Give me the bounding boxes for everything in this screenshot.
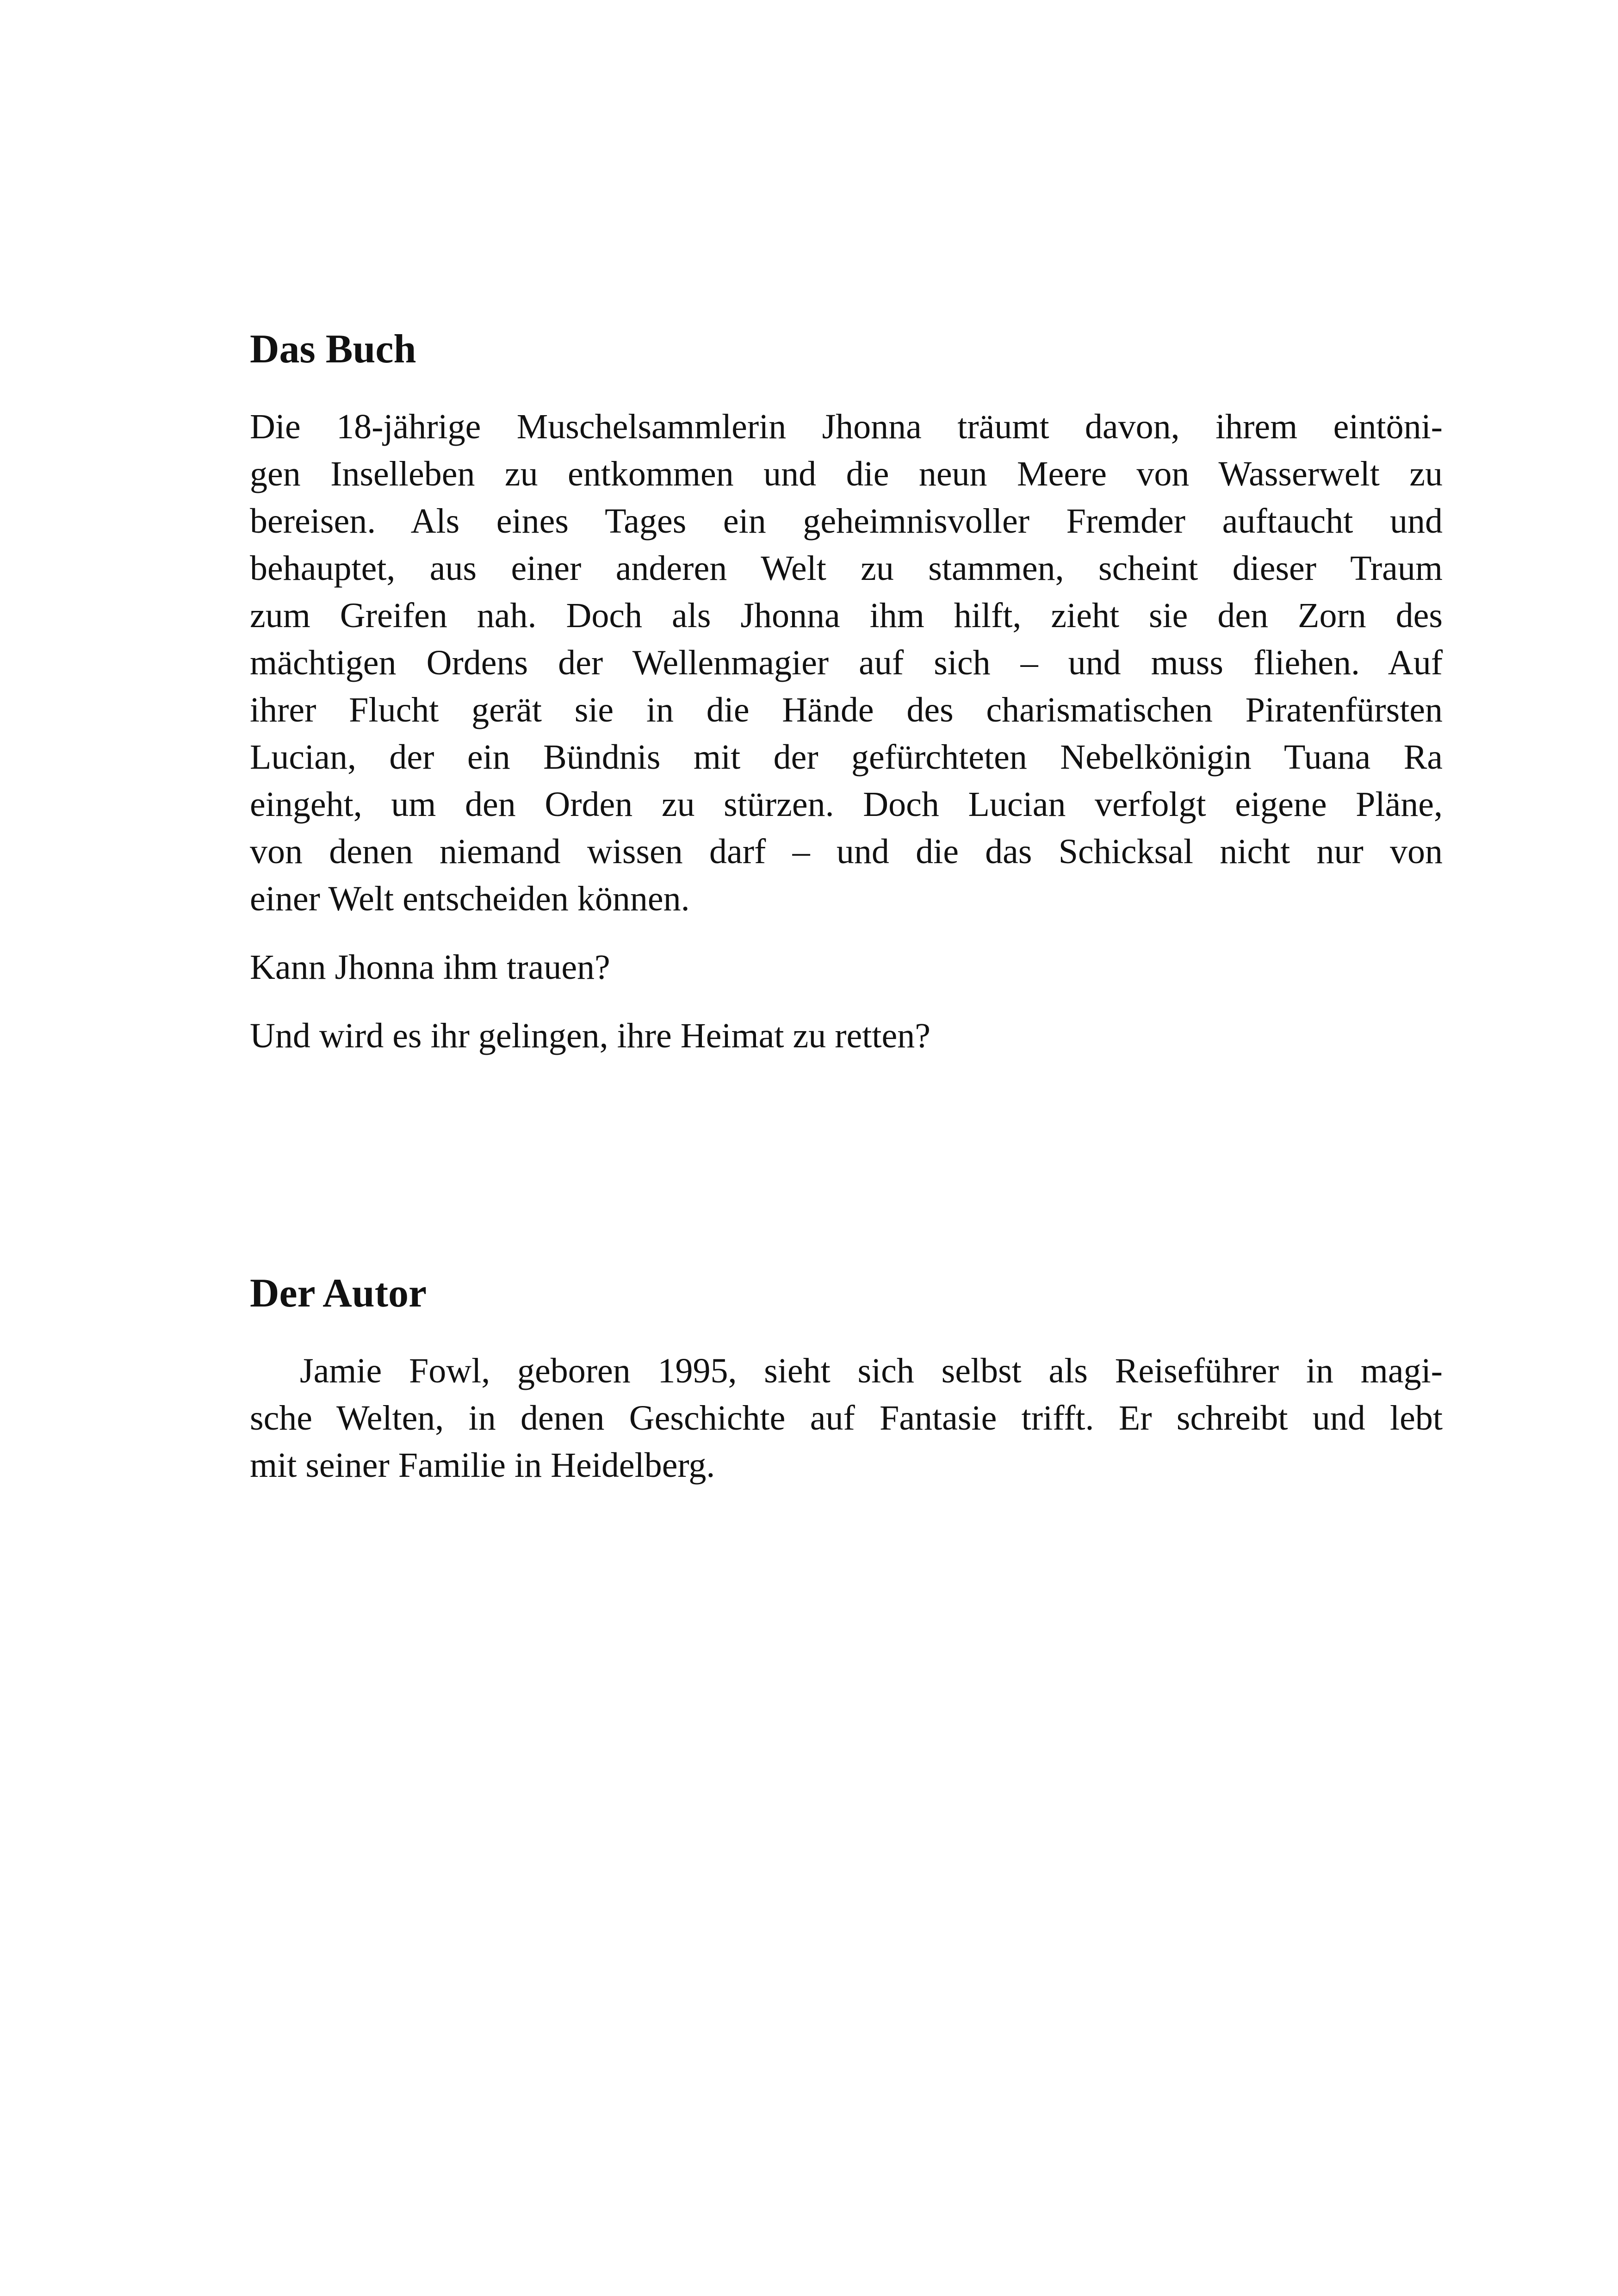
book-description-line: ihrer Flucht gerät sie in die Hände des charismatischen Piratenfürsten bbox=[250, 691, 1443, 729]
book-description-line: Lucian, der ein Bündnis mit der gefürchteten Nebelkönigin Tuana Ra bbox=[250, 738, 1443, 777]
book-description-line: bereisen. Als eines Tages ein geheimnisvoller Fremder auftaucht und bbox=[250, 502, 1443, 541]
book-description-line: Die 18-jährige Muschelsammlerin Jhonna träumt davon, ihrem eintöni- bbox=[250, 407, 1443, 446]
book-description-line: zum Greifen nah. Doch als Jhonna ihm hilft, zieht sie den Zorn des bbox=[250, 596, 1443, 635]
book-description-line: mächtigen Ordens der Wellenmagier auf sich – und muss fliehen. Auf bbox=[250, 643, 1443, 682]
book-description-line: gen Inselleben zu entkommen und die neun Meere von Wasserwelt zu bbox=[250, 454, 1443, 493]
book-question-trust: Kann Jhonna ihm trauen? bbox=[250, 948, 610, 987]
book-description-line: behauptet, aus einer anderen Welt zu stammen, scheint dieser Traum bbox=[250, 549, 1443, 588]
author-section-heading: Der Autor bbox=[250, 1271, 427, 1316]
author-bio-line: sche Welten, in denen Geschichte auf Fantasie trifft. Er schreibt und lebt bbox=[250, 1399, 1443, 1437]
book-section-heading: Das Buch bbox=[250, 327, 416, 372]
book-description-line: von denen niemand wissen darf – und die das Schicksal nicht nur von bbox=[250, 832, 1443, 871]
book-description-line: eingeht, um den Orden zu stürzen. Doch Lucian verfolgt eigene Pläne, bbox=[250, 785, 1443, 824]
author-bio-line: mit seiner Familie in Heidelberg. bbox=[250, 1446, 715, 1485]
author-bio-line: Jamie Fowl, geboren 1995, sieht sich selbst als Reiseführer in magi- bbox=[300, 1351, 1443, 1390]
book-question-rescue: Und wird es ihr gelingen, ihre Heimat zu retten? bbox=[250, 1016, 930, 1055]
book-description-line: einer Welt entscheiden können. bbox=[250, 879, 690, 918]
